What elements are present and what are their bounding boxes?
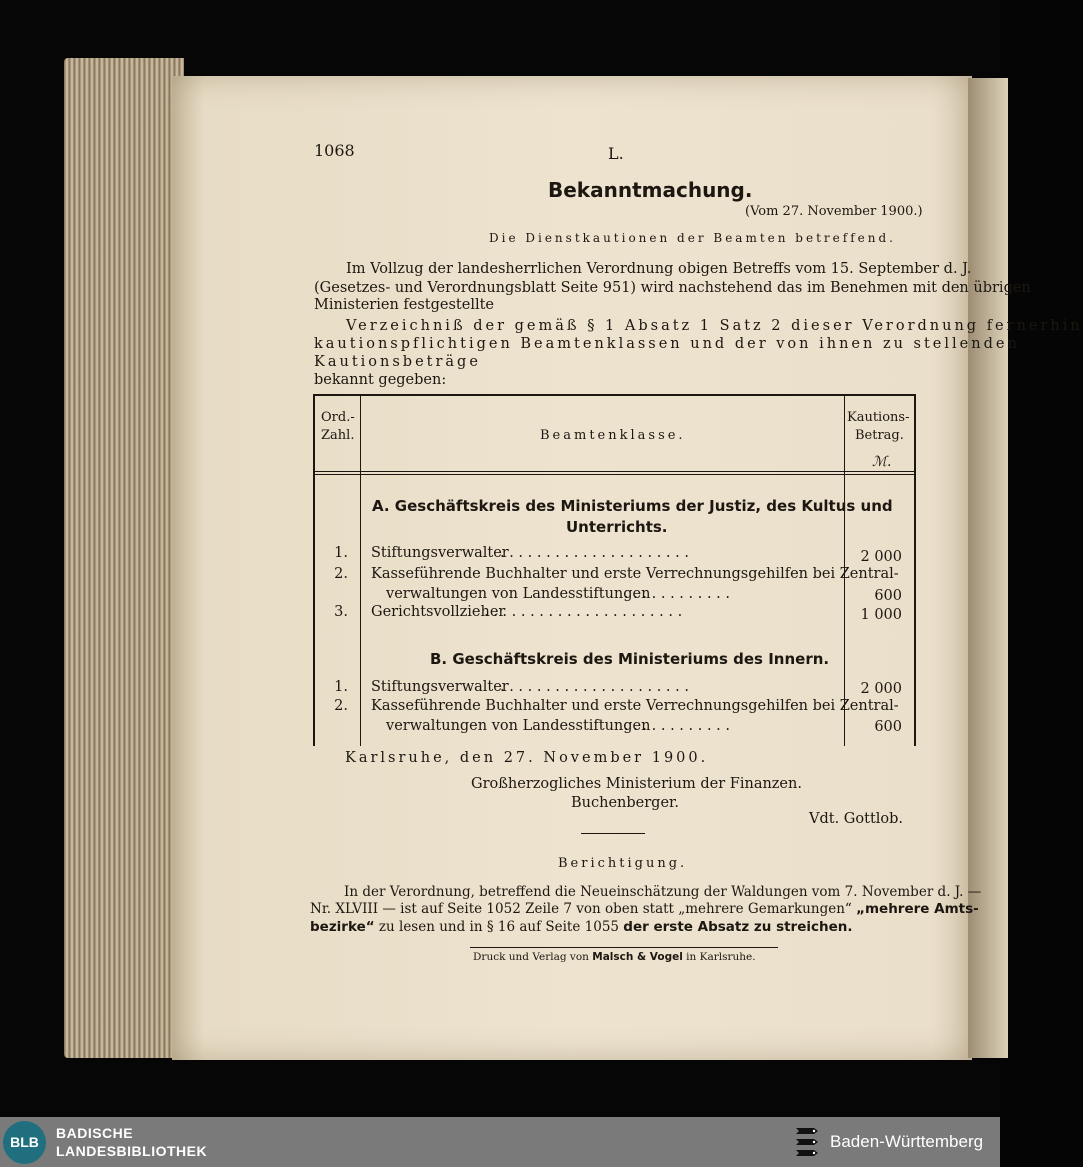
- correction-emphasis: „mehrere Amts-: [856, 901, 979, 917]
- header-rule: [315, 471, 914, 472]
- row-number: 1.: [334, 545, 348, 561]
- printer-name: Malsch & Vogel: [592, 951, 683, 963]
- countersignature: Vdt. Gottlob.: [809, 811, 904, 827]
- section-letter: L.: [608, 144, 624, 163]
- list-title-line: Verzeichniß der gemäß § 1 Absatz 1 Satz 2 dieser Verordnung fernerhin: [346, 318, 1083, 334]
- row-amount: 2 000: [860, 549, 902, 565]
- minister-name: Buchenberger.: [571, 795, 679, 811]
- dot-leader: . . . . . . . . . . . . . . . . . . . . .: [500, 679, 689, 695]
- row-amount: 1 000: [860, 607, 902, 623]
- dot-leader: . . . . . . . . . . . . . . . . . . . . . .: [484, 604, 683, 620]
- correction-line: [310, 901, 979, 917]
- row-class: Kasseführende Buchhalter und erste Verrechnungsgehilfen bei Zentral-: [371, 566, 899, 582]
- row-class-continued: verwaltungen von Landesstiftungen: [386, 718, 651, 734]
- section-b-heading: B. Geschäftskreis des Ministeriums des Innern.: [430, 650, 830, 668]
- footer-bar: [0, 1117, 1000, 1167]
- row-class: Gerichtsvollzieher: [371, 604, 506, 620]
- dot-leader: . . . . . . . . . . . .: [624, 718, 731, 734]
- correction-emphasis: der erste Absatz zu streichen.: [623, 919, 853, 935]
- section-a-heading: Unterrichts.: [566, 518, 668, 536]
- list-title-line: kautionspflichtigen Beamtenklassen und der von ihnen zu stellenden: [314, 336, 1020, 352]
- correction-text: zu lesen und in § 16 auf Seite 1055: [374, 919, 624, 935]
- header-class: Beamtenklasse.: [540, 428, 686, 443]
- intro-line: (Gesetzes- und Verordnungsblatt Seite 951) wird nachstehend das im Benehmen mit den übrigen: [314, 280, 1031, 296]
- library-name: BADISCHE: [56, 1125, 134, 1141]
- printer-prefix: Druck und Verlag von: [473, 951, 593, 963]
- page-number: 1068: [314, 141, 355, 160]
- made-known-text: bekannt gegeben:: [314, 372, 447, 388]
- document-subject: Die Dienstkautionen der Beamten betreffend.: [489, 231, 896, 245]
- header-amount: Betrag.: [855, 428, 904, 443]
- book-page-edges: [64, 58, 184, 1058]
- intro-line: Ministerien festgestellte: [314, 297, 495, 313]
- header-ord: Zahl.: [321, 428, 355, 443]
- row-class: Stiftungsverwalter: [371, 679, 509, 695]
- column-divider: [360, 396, 361, 746]
- row-number: 2.: [334, 566, 348, 582]
- header-unit: ℳ.: [872, 454, 892, 470]
- row-number: 2.: [334, 698, 348, 714]
- library-name: LANDESBIBLIOTHEK: [56, 1143, 208, 1159]
- list-title-line: Kautionsbeträge: [314, 354, 481, 370]
- printer-suffix: in Karlsruhe.: [682, 951, 756, 963]
- correction-text: Nr. XLVIII — ist auf Seite 1052 Zeile 7 von oben statt „mehrere Gemarkungen“: [310, 901, 857, 917]
- dot-leader: . . . . . . . . . . . . . . . . . . . . .: [500, 545, 689, 561]
- row-class-continued: verwaltungen von Landesstiftungen: [386, 586, 651, 602]
- correction-emphasis: bezirke“: [310, 919, 375, 935]
- header-amount: Kautions-: [847, 410, 910, 425]
- row-class: Stiftungsverwalter: [371, 545, 509, 561]
- row-number: 3.: [334, 604, 348, 620]
- document-title: Bekanntmachung.: [548, 178, 753, 202]
- intro-line: Im Vollzug der landesherrlichen Verordnung obigen Betreffs vom 15. September d. J.: [346, 261, 972, 277]
- printer-imprint: [473, 951, 756, 963]
- correction-line: In der Verordnung, betreffend die Neueinschätzung der Waldungen vom 7. November d. J. —: [344, 884, 982, 900]
- correction-line: [310, 919, 853, 935]
- state-label[interactable]: Baden-Württemberg: [830, 1132, 984, 1151]
- place-date: Karlsruhe, den 27. November 1900.: [345, 750, 709, 766]
- row-number: 1.: [334, 679, 348, 695]
- header-ord: Ord.-: [321, 410, 355, 425]
- footer-rule: [470, 947, 778, 948]
- row-amount: 600: [874, 719, 902, 735]
- separator-rule: [581, 833, 645, 834]
- ministry-name: Großherzogliches Ministerium der Finanzen.: [471, 776, 802, 792]
- section-a-heading: A. Geschäftskreis des Ministeriums der Justiz, des Kultus und: [372, 497, 893, 515]
- document-date: (Vom 27. November 1900.): [745, 204, 923, 219]
- header-rule: [315, 474, 914, 475]
- row-amount: 600: [874, 588, 902, 604]
- blb-logo-link[interactable]: BLB: [3, 1121, 46, 1164]
- dot-leader: . . . . . . . . . . . .: [624, 586, 731, 602]
- row-class: Kasseführende Buchhalter und erste Verrechnungsgehilfen bei Zentral-: [371, 698, 899, 714]
- row-amount: 2 000: [860, 681, 902, 697]
- baden-wuerttemberg-lions-icon[interactable]: [792, 1124, 822, 1160]
- correction-title: Berichtigung.: [558, 856, 688, 871]
